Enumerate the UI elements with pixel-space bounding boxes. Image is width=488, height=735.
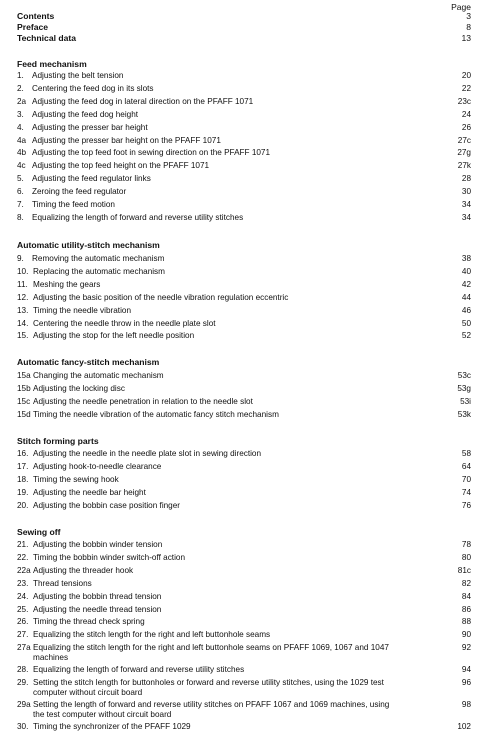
toc-entry-label: Adjusting the top feed height on the PFAFF 1071 [32, 161, 210, 171]
toc-entry [17, 410, 471, 420]
toc-entry-label: Adjusting the needle in the needle plate slot in sewing direction [33, 449, 262, 458]
toc-entry-number: 6. [17, 187, 24, 197]
toc-entry-label: Adjusting the belt tension [32, 71, 124, 80]
toc-entry-number: 26. [17, 617, 29, 627]
toc-page-number: 70 [461, 474, 471, 484]
toc-entry [17, 97, 471, 107]
toc-entry-label: Adjusting the threader hook [33, 565, 134, 575]
toc-page-number: 28 [461, 174, 471, 184]
toc-page-number: 26 [461, 122, 471, 132]
toc-entry [17, 605, 471, 615]
toc-entry-number: 10. [17, 266, 29, 276]
toc-entry [17, 700, 471, 719]
toc-entry [17, 488, 471, 498]
toc-entry-label: Centering the feed dog in its slots [32, 83, 154, 93]
toc-entry-label: Adjusting the presser bar height [32, 122, 148, 132]
toc-entry [17, 123, 471, 133]
toc-entry-label: Replacing the automatic mechanism [33, 266, 165, 276]
page-header: Page [451, 2, 471, 12]
toc-entry-label: Adjusting the needle bar height [33, 487, 146, 497]
toc-entry [17, 84, 471, 94]
toc-entry-label: Removing the automatic mechanism [32, 254, 165, 263]
toc-entry [17, 722, 471, 732]
toc-entry-number: 15b [17, 383, 31, 393]
section-heading: Automatic fancy-stitch mechanism [17, 357, 160, 367]
toc-page-number: 53c [457, 371, 471, 380]
toc-page-number: 78 [461, 540, 471, 549]
toc-page-number: 44 [461, 292, 471, 302]
toc-page-number: 20 [461, 71, 471, 80]
toc-page-number: 3 [466, 11, 471, 21]
toc-entry-number: 22. [17, 552, 29, 562]
toc-top-label: Technical data [17, 33, 77, 43]
section-heading: Stitch forming parts [17, 436, 99, 446]
toc-page-number: 53i [460, 396, 471, 406]
toc-page-number: 13 [461, 33, 471, 43]
toc-entry [17, 643, 471, 662]
toc-entry [17, 319, 471, 329]
toc-entry-label: Setting the length of forward and reverse utility stitches on PFAFF 1067 and 1069 machines, using the test computer without circuit board [33, 700, 390, 719]
toc-entry [17, 579, 471, 589]
toc-entry-number: 5. [17, 174, 24, 184]
toc-entry-number: 12. [17, 292, 29, 302]
toc-entry-number: 16. [17, 449, 29, 458]
toc-entry-label: Equalizing the stitch length for the right and left buttonhole seams on PFAFF 1069, 1067 and 1047 machines [33, 643, 389, 662]
toc-entry-label: Adjusting the stop for the left needle position [33, 331, 195, 341]
toc-page-number: 102 [457, 722, 471, 732]
toc-entry-number: 20. [17, 500, 29, 510]
toc-page-number: 86 [461, 604, 471, 614]
toc-page-number: 27c [457, 135, 471, 145]
toc-entry-number: 27. [17, 630, 29, 640]
toc-entry-number: 2. [17, 83, 24, 93]
toc-page-number: 84 [461, 591, 471, 601]
toc-page-number: 53k [457, 409, 471, 419]
toc-entry-number: 30. [17, 722, 29, 732]
toc-page-number: 24 [461, 109, 471, 119]
toc-entry-label: Adjusting the basic position of the needle vibration regulation eccentric [33, 292, 289, 302]
toc-entry-number: 14. [17, 318, 29, 328]
toc-top-row [17, 11, 471, 21]
toc-entry-label: Timing the needle vibration of the automatic fancy stitch mechanism [33, 409, 279, 419]
toc-entry [17, 148, 471, 158]
toc-page-number: 64 [461, 461, 471, 471]
toc-entry [17, 71, 471, 81]
toc-page-number: 8 [466, 22, 471, 32]
toc-entry-number: 11. [17, 279, 28, 289]
toc-entry-label: Adjusting the bobbin thread tension [33, 591, 162, 601]
toc-entry-label: Adjusting the feed dog height [32, 109, 139, 119]
toc-entry [17, 501, 471, 511]
toc-entry [17, 136, 471, 146]
toc-page-number: 27k [457, 161, 471, 171]
toc-entry-label: Setting the stitch length for buttonholes or forward and reverse utility stitches, using the 1029 test computer without circuit board [33, 678, 384, 697]
toc-top-row [17, 22, 471, 32]
toc-entry [17, 462, 471, 472]
toc-page-number: 52 [461, 331, 471, 341]
toc-entry-label: Equalizing the length of forward and reverse utility stitches [32, 212, 244, 222]
toc-page-number: 58 [461, 449, 471, 458]
toc-entry-label: Adjusting the bobbin case position finger [33, 500, 181, 510]
toc-entry [17, 213, 471, 223]
toc-entry-number: 29a [17, 700, 31, 710]
toc-entry [17, 306, 471, 316]
toc-entry-label: Adjusting the bobbin winder tension [33, 540, 163, 549]
toc-entry-number: 29. [17, 678, 29, 688]
toc-page-number: 30 [461, 187, 471, 197]
toc-entry [17, 540, 471, 550]
toc-page-number: 50 [461, 318, 471, 328]
toc-entry-number: 1. [17, 71, 24, 80]
toc-entry-number: 28. [17, 665, 29, 675]
toc-top-row [17, 33, 471, 43]
toc-entry-label: Adjusting the needle thread tension [33, 604, 162, 614]
toc-page-number: 92 [461, 643, 471, 653]
toc-entry-number: 27a [17, 643, 31, 653]
toc-entry [17, 187, 471, 197]
toc-entry-label: Adjusting the feed dog in lateral direction on the PFAFF 1071 [32, 96, 254, 106]
toc-entry-number: 4b [17, 148, 27, 158]
toc-entry [17, 630, 471, 640]
toc-entry-label: Changing the automatic mechanism [33, 371, 164, 380]
toc-entry-label: Adjusting the needle penetration in relation to the needle slot [33, 396, 253, 406]
toc-page-number: 80 [461, 552, 471, 562]
toc-entry [17, 254, 471, 264]
toc-entry-number: 2a [17, 96, 27, 106]
toc-entry-number: 19. [17, 487, 29, 497]
toc-entry-number: 13. [17, 305, 29, 315]
toc-page-number: 23c [457, 96, 471, 106]
toc-entry [17, 384, 471, 394]
toc-entry-label: Timing the feed motion [32, 200, 115, 209]
section-heading: Sewing off [17, 527, 61, 537]
toc-entry-number: 23. [17, 578, 29, 588]
toc-entry [17, 553, 471, 563]
toc-entry [17, 200, 471, 210]
toc-entry-number: 22a [17, 565, 31, 575]
toc-entry-number: 18. [17, 474, 29, 484]
toc-entry [17, 267, 471, 277]
toc-page-number: 82 [461, 578, 471, 588]
toc-entry [17, 371, 471, 381]
toc-top-label: Preface [17, 22, 49, 32]
toc-entry [17, 280, 471, 290]
toc-entry-number: 9. [17, 254, 24, 263]
toc-page-number: 90 [461, 630, 471, 640]
toc-entry-label: Timing the bobbin winder switch-off action [33, 552, 185, 562]
toc-page-number: 76 [461, 500, 471, 510]
toc-entry [17, 161, 471, 171]
toc-entry-label: Adjusting the locking disc [33, 383, 125, 393]
toc-page-number: 74 [461, 487, 471, 497]
toc-page-number: 98 [461, 700, 471, 710]
toc-entry [17, 665, 471, 675]
toc-entry-number: 15a [17, 371, 31, 380]
toc-page-number: 53g [457, 383, 471, 393]
toc-entry-number: 24. [17, 591, 29, 601]
toc-entry-label: Adjusting the feed regulator links [32, 174, 151, 184]
toc-entry-number: 17. [17, 461, 29, 471]
toc-entry-label: Timing the needle vibration [33, 305, 132, 315]
toc-page-number: 38 [461, 254, 471, 263]
toc-entry [17, 592, 471, 602]
toc-entry-number: 21. [17, 540, 29, 549]
section-heading: Automatic utility-stitch mechanism [17, 240, 160, 250]
toc-entry-number: 8. [17, 212, 24, 222]
toc-entry-label: Equalizing the length of forward and reverse utility stitches [33, 665, 245, 675]
toc-entry-number: 4a [17, 135, 27, 145]
toc-page-number: 22 [461, 83, 471, 93]
toc-entry-label: Thread tensions [33, 578, 92, 588]
toc-entry [17, 566, 471, 576]
toc-page-number: 94 [461, 665, 471, 675]
toc-entry-label: Adjusting the presser bar height on the PFAFF 1071 [32, 135, 221, 145]
toc-entry-label: Timing the sewing hook [33, 474, 119, 484]
toc-entry [17, 174, 471, 184]
toc-page-number: 81c [457, 565, 471, 575]
toc-entry [17, 475, 471, 485]
toc-entry [17, 678, 471, 697]
section-heading: Feed mechanism [17, 59, 87, 69]
toc-entry-number: 7. [17, 200, 24, 209]
toc-entry-label: Adjusting hook-to-needle clearance [33, 461, 162, 471]
toc-entry [17, 449, 471, 459]
toc-entry [17, 293, 471, 303]
toc-entry [17, 331, 471, 341]
toc-entry-label: Timing the thread check spring [33, 617, 145, 627]
toc-page-number: 88 [461, 617, 471, 627]
toc-entry-number: 15d [17, 409, 31, 419]
toc-entry-number: 15c [17, 396, 31, 406]
toc-entry-number: 25. [17, 604, 29, 614]
toc-entry-label: Adjusting the top feed foot in sewing direction on the PFAFF 1071 [32, 148, 271, 158]
toc-page-number: 40 [461, 266, 471, 276]
toc-entry-label: Timing the synchronizer of the PFAFF 1029 [33, 722, 191, 732]
toc-entry [17, 397, 471, 407]
toc-page-number: 96 [461, 678, 471, 688]
toc-entry-label: Zeroing the feed regulator [32, 187, 127, 197]
toc-entry [17, 617, 471, 627]
toc-entry-number: 15. [17, 331, 29, 341]
toc-entry-number: 3. [17, 109, 24, 119]
toc-entry [17, 110, 471, 120]
toc-entry-label: Meshing the gears [33, 279, 101, 289]
toc-page-number: 42 [461, 279, 471, 289]
toc-page-number: 34 [461, 200, 471, 209]
toc-top-label: Contents [17, 11, 55, 21]
toc-entry-number: 4c [17, 161, 26, 171]
toc-page-number: 34 [461, 212, 471, 222]
toc-page-number: 27g [457, 148, 471, 158]
toc-entry-number: 4. [17, 122, 24, 132]
toc-entry-label: Centering the needle throw in the needle plate slot [33, 318, 216, 328]
toc-entry-label: Equalizing the stitch length for the right and left buttonhole seams [33, 630, 271, 640]
toc-page-number: 46 [461, 305, 471, 315]
